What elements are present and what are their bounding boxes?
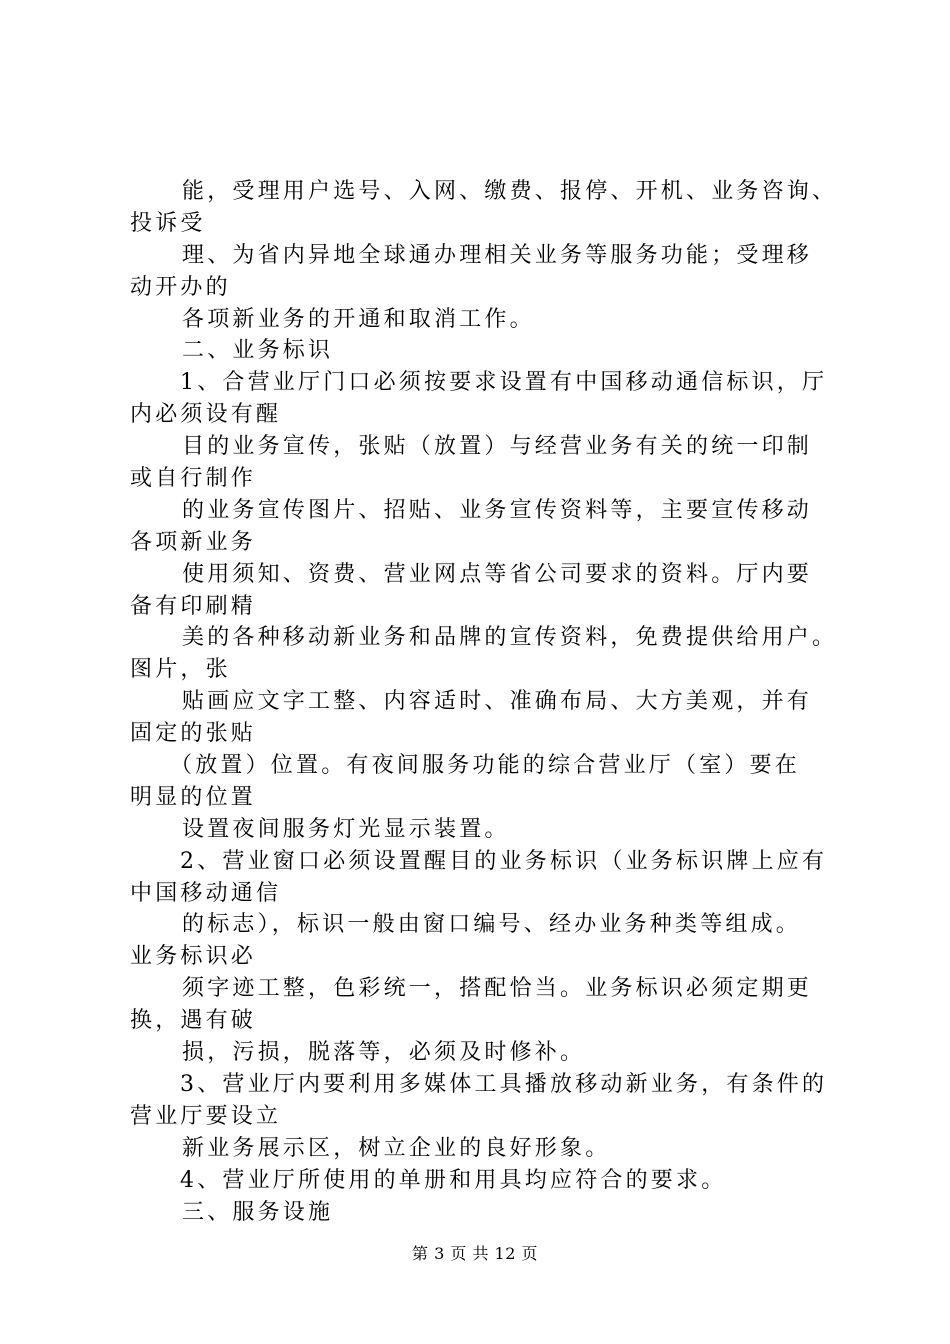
text-line: 明显的位置	[130, 784, 257, 810]
text-line: 的标志），标识一般由窗口编号、经办业务种类等组成。	[182, 912, 802, 938]
text-line: 业务标识必	[130, 944, 257, 970]
section-heading: 二、业务标识	[182, 338, 334, 364]
text-line: 3、营业厅内要利用多媒体工具播放移动新业务，有条件的	[180, 1071, 828, 1097]
text-line: 营业厅要设立	[130, 1103, 282, 1129]
section-heading: 三、服务设施	[182, 1199, 334, 1225]
text-line: 设置夜间服务灯光显示装置。	[182, 816, 510, 842]
text-line: 理、为省内异地全球通办理相关业务等服务功能；受理移	[182, 242, 813, 268]
text-line: 各项新业务的开通和取消工作。	[182, 306, 535, 332]
text-line: （放置）位置。有夜间服务功能的综合营业厅（室）要在	[170, 753, 801, 779]
text-line: 新业务展示区，树立企业的良好形象。	[182, 1135, 611, 1161]
text-line: 4、营业厅所使用的单册和用具均应符合的要求。	[180, 1167, 727, 1193]
text-line: 能，受理用户选号、入网、缴费、报停、开机、业务咨询、	[182, 179, 838, 204]
text-line: 内必须设有醒	[130, 402, 282, 428]
text-line: 动开办的	[130, 274, 231, 300]
page-number-footer: 第 3 页 共 12 页	[412, 1244, 538, 1263]
text-line: 2、营业窗口必须设置醒目的业务标识（业务标识牌上应有	[180, 848, 828, 874]
text-line: 或自行制作	[130, 466, 257, 492]
text-line: 损，污损，脱落等，必须及时修补。	[182, 1040, 586, 1066]
text-line: 须字迹工整，色彩统一，搭配恰当。业务标识必须定期更	[182, 976, 813, 1002]
text-line: 固定的张贴	[130, 721, 257, 747]
text-line: 的业务宣传图片、招贴、业务宣传资料等，主要宣传移动	[182, 497, 813, 523]
document-body	[130, 176, 850, 1228]
text-line: 贴画应文字工整、内容适时、准确布局、大方美观，并有	[182, 689, 813, 715]
text-line: 各项新业务	[130, 529, 257, 555]
text-line: 使用须知、资费、营业网点等省公司要求的资料。厅内要	[182, 561, 813, 587]
text-line: 1、合营业厅门口必须按要求设置有中国移动通信标识，厅	[180, 370, 828, 396]
text-line: 美的各种移动新业务和品牌的宣传资料，免费提供给用户。	[182, 625, 838, 651]
text-line: 图片，张	[130, 657, 231, 683]
text-line: 目的业务宣传，张贴（放置）与经营业务有关的统一印制	[182, 434, 813, 460]
text-line: 备有印刷精	[130, 593, 257, 619]
text-line: 换，遇有破	[130, 1008, 257, 1034]
text-line: 中国移动通信	[130, 880, 282, 906]
text-line: 投诉受	[130, 210, 206, 236]
